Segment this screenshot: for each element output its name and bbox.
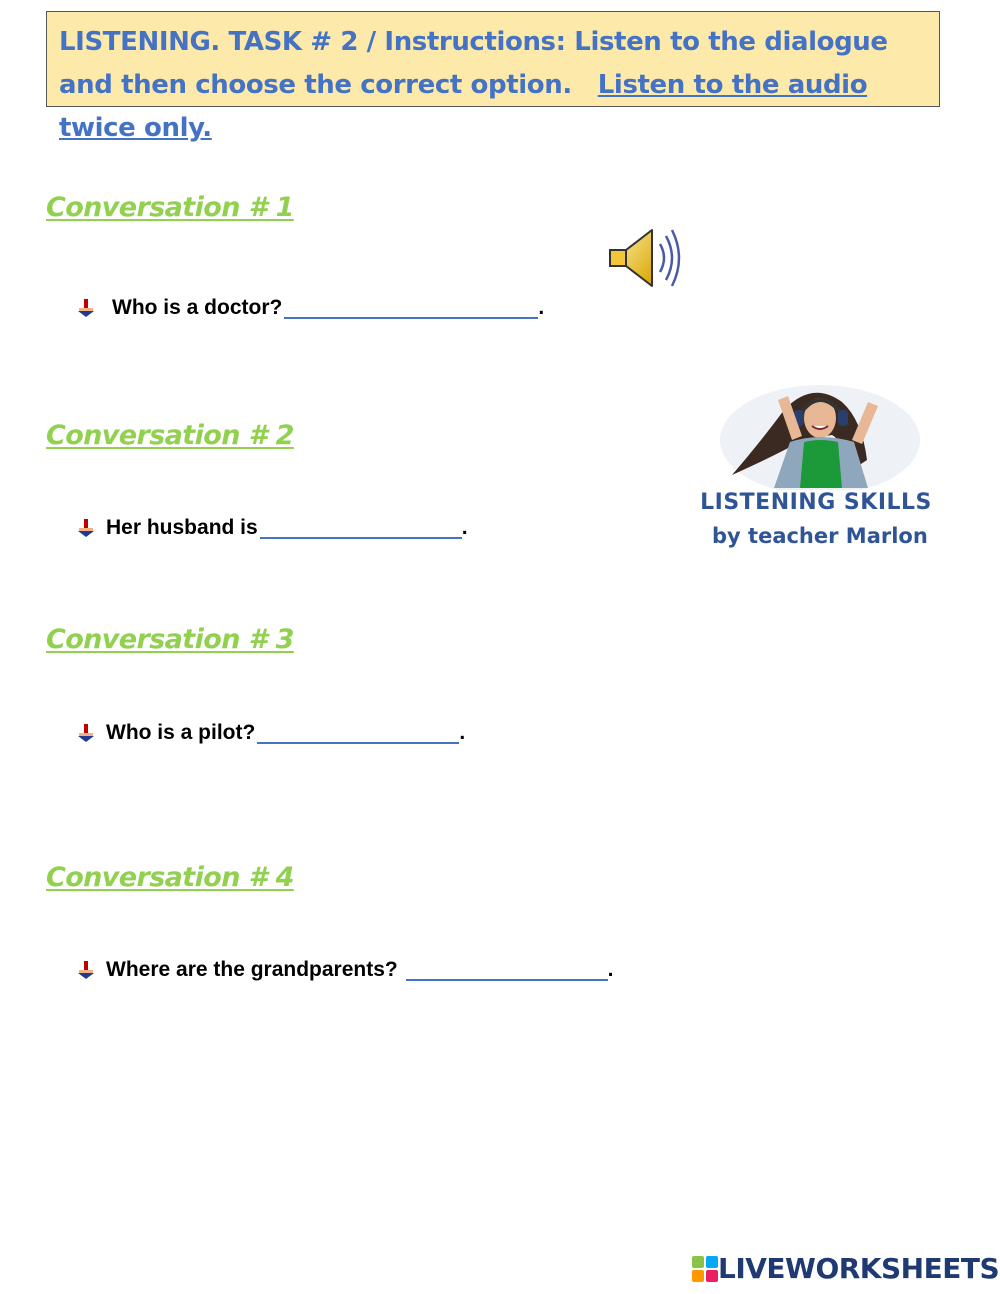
answer-2-blank[interactable] bbox=[260, 517, 462, 539]
liveworksheets-logo bbox=[692, 1252, 999, 1285]
question-2-text: Her husband is bbox=[106, 516, 258, 539]
conversation-1-title: Conversation # 1 bbox=[46, 192, 294, 223]
liveworksheets-logo-icon bbox=[692, 1256, 718, 1282]
arrow-bullet-icon bbox=[76, 298, 96, 318]
question-1-text: Who is a doctor? bbox=[112, 296, 283, 319]
woman-headphones-icon bbox=[692, 380, 942, 490]
instructions-box bbox=[46, 11, 940, 143]
question-2-end: . bbox=[461, 516, 468, 539]
liveworksheets-brand-text: LIVEWORKSHEETS bbox=[718, 1252, 1000, 1285]
answer-4-blank[interactable] bbox=[406, 959, 608, 981]
arrow-bullet-icon bbox=[76, 518, 96, 538]
answer-1-blank[interactable] bbox=[284, 297, 538, 319]
instructions-text: LISTENING. TASK # 2 / Instructions: Listen to the dialogue and then choose the correct option. bbox=[59, 27, 888, 100]
conversation-4-title: Conversation # 4 bbox=[46, 862, 294, 893]
instructions-emphasis: Listen to the audio twice only. bbox=[59, 70, 868, 143]
promo-title: LISTENING SKILLS bbox=[700, 490, 932, 515]
question-row-3 bbox=[76, 721, 465, 745]
conversation-3-title: Conversation # 3 bbox=[46, 624, 294, 655]
conversation-2-title: Conversation # 2 bbox=[46, 420, 294, 451]
question-3-text: Who is a pilot? bbox=[106, 721, 256, 744]
arrow-bullet-icon bbox=[76, 960, 96, 980]
arrow-bullet-icon bbox=[76, 723, 96, 743]
question-row-2 bbox=[76, 516, 468, 540]
question-4-text: Where are the grandparents? bbox=[106, 958, 404, 981]
question-3-end: . bbox=[459, 721, 466, 744]
question-row-1 bbox=[76, 296, 544, 320]
answer-3-blank[interactable] bbox=[257, 722, 459, 744]
promo-subtitle: by teacher Marlon bbox=[712, 524, 928, 548]
question-1-end: . bbox=[538, 296, 545, 319]
speaker-icon[interactable] bbox=[606, 226, 684, 290]
listening-skills-promo bbox=[692, 380, 942, 558]
question-row-4 bbox=[76, 958, 613, 982]
question-4-end: . bbox=[607, 958, 614, 981]
